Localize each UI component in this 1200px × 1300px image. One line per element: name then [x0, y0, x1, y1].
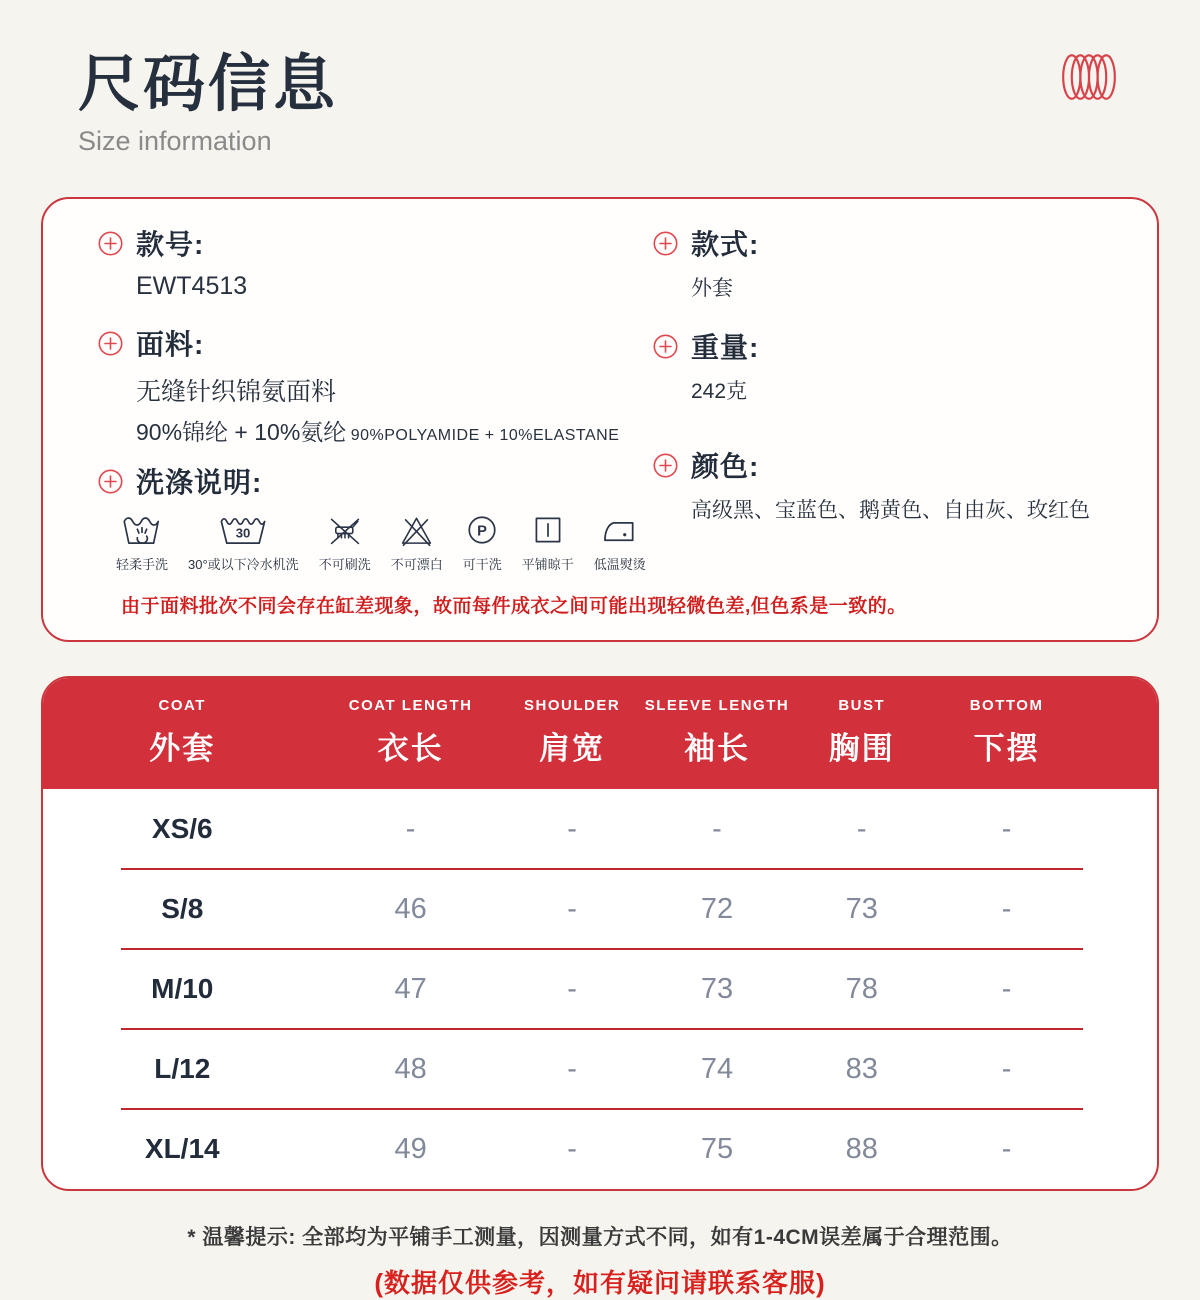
- value-cell: -: [567, 812, 577, 845]
- fabric-label: 面料:: [136, 329, 205, 361]
- dye-lot-note: 由于面料批次不同会存在缸差现象，故而每件成衣之间可能出现轻微色差,但色系是一致的。: [121, 596, 907, 618]
- info-item-style: [653, 223, 1127, 302]
- value-cell: 46: [394, 892, 427, 925]
- table-header-cell: BUST 胸围: [828, 697, 895, 767]
- value-cell: 47: [394, 972, 427, 1005]
- value-cell: 83: [845, 1052, 878, 1085]
- value-cell: -: [567, 1052, 577, 1085]
- value-cell: 73: [845, 892, 878, 925]
- value-cell: 75: [700, 1132, 734, 1165]
- plus-bullet-icon: [653, 334, 678, 359]
- info-left-column: [98, 223, 653, 573]
- value-cell: 49: [394, 1132, 427, 1165]
- plus-bullet-icon: [98, 331, 123, 356]
- value-cell: -: [567, 1132, 577, 1165]
- size-cell: S/8: [161, 893, 204, 925]
- wash-care-item: P 可干洗: [463, 513, 502, 573]
- iron-low-icon: [601, 513, 639, 547]
- table-row: [43, 1029, 1157, 1109]
- washing-label: 洗涤说明:: [136, 467, 263, 499]
- model-label: 款号:: [136, 229, 205, 261]
- wash-care-icons-row: [116, 513, 653, 573]
- table-row: [43, 1109, 1157, 1189]
- fabric-composition: [136, 414, 653, 447]
- info-item-fabric: [98, 323, 653, 447]
- size-table: [41, 676, 1159, 1191]
- weight-value: 242克: [691, 380, 748, 404]
- machine-wash-30-icon: [219, 513, 267, 547]
- wash-care-item: 低温熨烫: [594, 513, 646, 573]
- plus-bullet-icon: [653, 231, 678, 256]
- dry-clean-icon: [465, 513, 499, 547]
- color-label: 颜色:: [691, 451, 760, 483]
- product-info-card: [41, 197, 1159, 642]
- value-cell: -: [1001, 972, 1012, 1005]
- value-cell: -: [405, 812, 416, 845]
- size-cell: M/10: [151, 973, 214, 1005]
- value-cell: 78: [845, 972, 878, 1005]
- size-cell: L/12: [154, 1053, 211, 1085]
- fabric-value: 无缝针织锦氨面料: [136, 378, 337, 407]
- value-cell: 48: [394, 1052, 427, 1085]
- value-cell: -: [856, 812, 867, 845]
- value-cell: -: [1001, 1132, 1012, 1165]
- value-cell: 72: [700, 892, 734, 925]
- fabric-composition-cn: 90%锦纶 + 10%氨纶: [136, 419, 347, 446]
- plus-bullet-icon: [98, 469, 123, 494]
- page-title: 尺码信息: [78, 50, 339, 119]
- wash-care-item: 30 30°或以下冷水机洗: [188, 513, 299, 573]
- info-item-weight: [653, 326, 1127, 405]
- no-bleach-icon: [399, 513, 434, 547]
- table-row: [43, 789, 1157, 869]
- size-cell: XS/6: [151, 813, 213, 845]
- table-header-cell: SLEEVE LENGTH 袖长: [644, 697, 790, 767]
- value-cell: -: [1001, 1052, 1012, 1085]
- value-cell: -: [1001, 892, 1012, 925]
- value-cell: -: [1001, 812, 1012, 845]
- value-cell: 74: [700, 1052, 734, 1085]
- value-cell: -: [712, 812, 722, 845]
- style-value: 外套: [691, 277, 733, 301]
- wash-care-item: 不可漂白: [391, 513, 443, 573]
- info-right-column: [653, 223, 1127, 573]
- measure-tip: * 温馨提示: 全部均为平铺手工测量，因测量方式不同，如有1-4CM误差属于合理范围。: [187, 1226, 1013, 1250]
- svg-text:P: P: [477, 523, 488, 540]
- plus-bullet-icon: [653, 453, 678, 478]
- value-cell: -: [567, 892, 577, 925]
- handwash-icon: [122, 513, 162, 547]
- value-cell: -: [567, 972, 577, 1005]
- weight-label: 重量:: [691, 332, 760, 364]
- table-header-cell: SHOULDER 肩宽: [524, 697, 621, 767]
- wash-care-item: 不可刷洗: [319, 513, 371, 573]
- no-scrub-icon: [327, 513, 363, 547]
- table-row: [43, 949, 1157, 1029]
- style-label: 款式:: [691, 229, 760, 261]
- info-item-color: [653, 445, 1127, 524]
- info-item-washing: [98, 461, 653, 573]
- info-item-model: [98, 223, 653, 301]
- table-header-cell: COAT 外套: [149, 697, 216, 767]
- size-table-header: [43, 678, 1157, 789]
- model-value: EWT4513: [136, 272, 248, 301]
- fabric-composition-en: 90%POLYAMIDE + 10%ELASTANE: [350, 427, 620, 445]
- value-cell: 73: [700, 972, 734, 1005]
- yarn-coil-icon: [1060, 50, 1118, 109]
- size-cell: XL/14: [144, 1133, 220, 1165]
- page-header: [0, 0, 1200, 157]
- reference-note: (数据仅供参考，如有疑问请联系客服): [374, 1268, 826, 1299]
- table-header-cell: COAT LENGTH 衣长: [348, 697, 473, 767]
- plus-bullet-icon: [98, 231, 123, 256]
- svg-text:30: 30: [236, 525, 251, 541]
- wash-care-item: 轻柔手洗: [116, 513, 168, 573]
- dry-flat-icon: [531, 513, 565, 547]
- wash-care-item: 平铺晾干: [522, 513, 574, 573]
- table-row: [43, 869, 1157, 949]
- value-cell: 88: [845, 1132, 878, 1165]
- page-subtitle: Size information: [78, 126, 272, 157]
- color-value: 高级黑、宝蓝色、鹅黄色、自由灰、玫红色: [691, 499, 1090, 523]
- table-header-cell: BOTTOM 下摆: [969, 697, 1044, 767]
- size-table-body: [43, 789, 1157, 1189]
